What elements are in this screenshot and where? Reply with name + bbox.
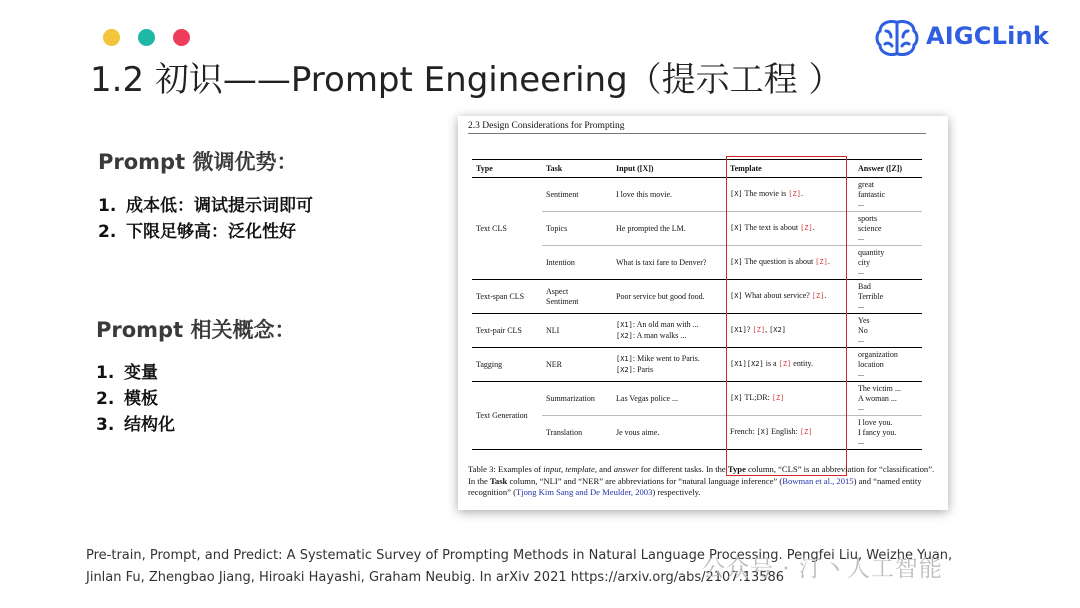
input-cell: Je vous aime. [612,416,726,450]
yellow-dot [103,29,120,46]
brain-icon [874,18,920,58]
answer-cell: organization location ... [854,348,922,382]
type-cell: Text Generation [472,382,542,450]
table-row [472,382,922,416]
template-cell: [X] The movie is [Z]. [726,178,854,212]
type-cell: Text CLS [472,178,542,280]
answer-cell: Yes No ... [854,314,922,348]
reference-text: Pre-train, Prompt, and Predict: A Systematic Survey of Prompting Methods in Natural Language Processing. Pengfei Liu, Weizhe Yuan, Jinlan Fu, Zhengbao Jiang, Hiroaki Hayashi, Graham Neubig. In arXiv 2021 https://arxiv.org/abs/2107.13586 [86,548,953,585]
advantages-list [98,193,313,245]
aigclink-logo [874,16,1054,60]
template-cell: French: [X] English: [Z] [726,416,854,450]
template-cell: [X] What about service? [Z]. [726,280,854,314]
template-cell: [X] The question is about [Z]. [726,246,854,280]
teal-dot [138,29,155,46]
input-cell: Las Vegas police ... [612,382,726,416]
logo-text: AIGCLink [926,22,1049,50]
list-item: 1. 成本低：调试提示词即可 [98,196,313,216]
answer-cell: The victim ... A woman ... ... [854,382,922,416]
task-cell: NLI [542,314,612,348]
input-cell: He prompted the LM. [612,212,726,246]
column-header: Answer ([Z]) [854,160,922,178]
template-cell: [X] The text is about [Z]. [726,212,854,246]
table-row [472,280,922,314]
answer-cell: quantity city ... [854,246,922,280]
template-cell: [X1]? [Z], [X2] [726,314,854,348]
input-cell: What is taxi fare to Denver? [612,246,726,280]
task-cell: NER [542,348,612,382]
list-item: 2. 模板 [96,389,158,409]
watermark: 公众号 · 汀丶人工智能 [702,556,943,582]
template-cell: [X] TL;DR: [Z] [726,382,854,416]
citation-link[interactable]: Tjong Kim Sang and De Meulder, 2003 [515,487,653,498]
table-row [472,348,922,382]
table-header-row [472,160,922,178]
task-cell: Sentiment [542,178,612,212]
concepts-heading: Prompt 相关概念： [96,318,296,342]
slide-title: 1.2 初识——Prompt Engineering（提示工程 ） [90,60,843,100]
template-cell: [X1][X2] is a [Z] entity. [726,348,854,382]
citation-link[interactable]: Bowman et al., 2015 [782,475,854,486]
answer-cell: sports science ... [854,212,922,246]
figure-section-heading: 2.3 Design Considerations for Prompting [468,121,625,131]
concepts-list [96,360,175,438]
advantages-heading: Prompt 微调优势： [98,150,298,174]
column-header: Task [542,160,612,178]
type-cell: Text-pair CLS [472,314,542,348]
task-cell: Intention [542,246,612,280]
column-header: Input ([X]) [612,160,726,178]
list-item: 2. 下限足够高：泛化性好 [98,222,296,242]
task-cell: Aspect Sentiment [542,280,612,314]
table-row [472,314,922,348]
input-cell: Poor service but good food. [612,280,726,314]
type-cell: Text-span CLS [472,280,542,314]
input-cell: I love this movie. [612,178,726,212]
answer-cell: I love you. I fancy you. ... [854,416,922,450]
task-cell: Summarization [542,382,612,416]
list-item: 3. 结构化 [96,415,175,435]
divider [468,133,926,134]
answer-cell: Bad Terrible ... [854,280,922,314]
paper-figure [458,116,948,510]
column-header: Template [726,160,854,178]
type-cell: Tagging [472,348,542,382]
table-caption: Table 3: Examples of input, template, and answer for different tasks. In the Type column, “CLS” is an abbreviation for “classification”. In the Task column, “NLI” and “NER” are abbreviations for “natural language inference” (Bowman et al., 2015) and “named entity recognition” (Tjong Kim Sang and De Meulder, 2003) respectively. [468,464,935,498]
task-cell: Topics [542,212,612,246]
task-cell: Translation [542,416,612,450]
input-cell: [X1]: Mike went to Paris. [X2]: Paris [612,348,726,382]
input-cell: [X1]: An old man with ... [X2]: A man walks ... [612,314,726,348]
table-row [472,178,922,212]
prompt-examples-table [472,159,922,450]
answer-cell: great fantastic ... [854,178,922,212]
list-item: 1. 变量 [96,363,158,383]
column-header: Type [472,160,542,178]
red-dot [173,29,190,46]
